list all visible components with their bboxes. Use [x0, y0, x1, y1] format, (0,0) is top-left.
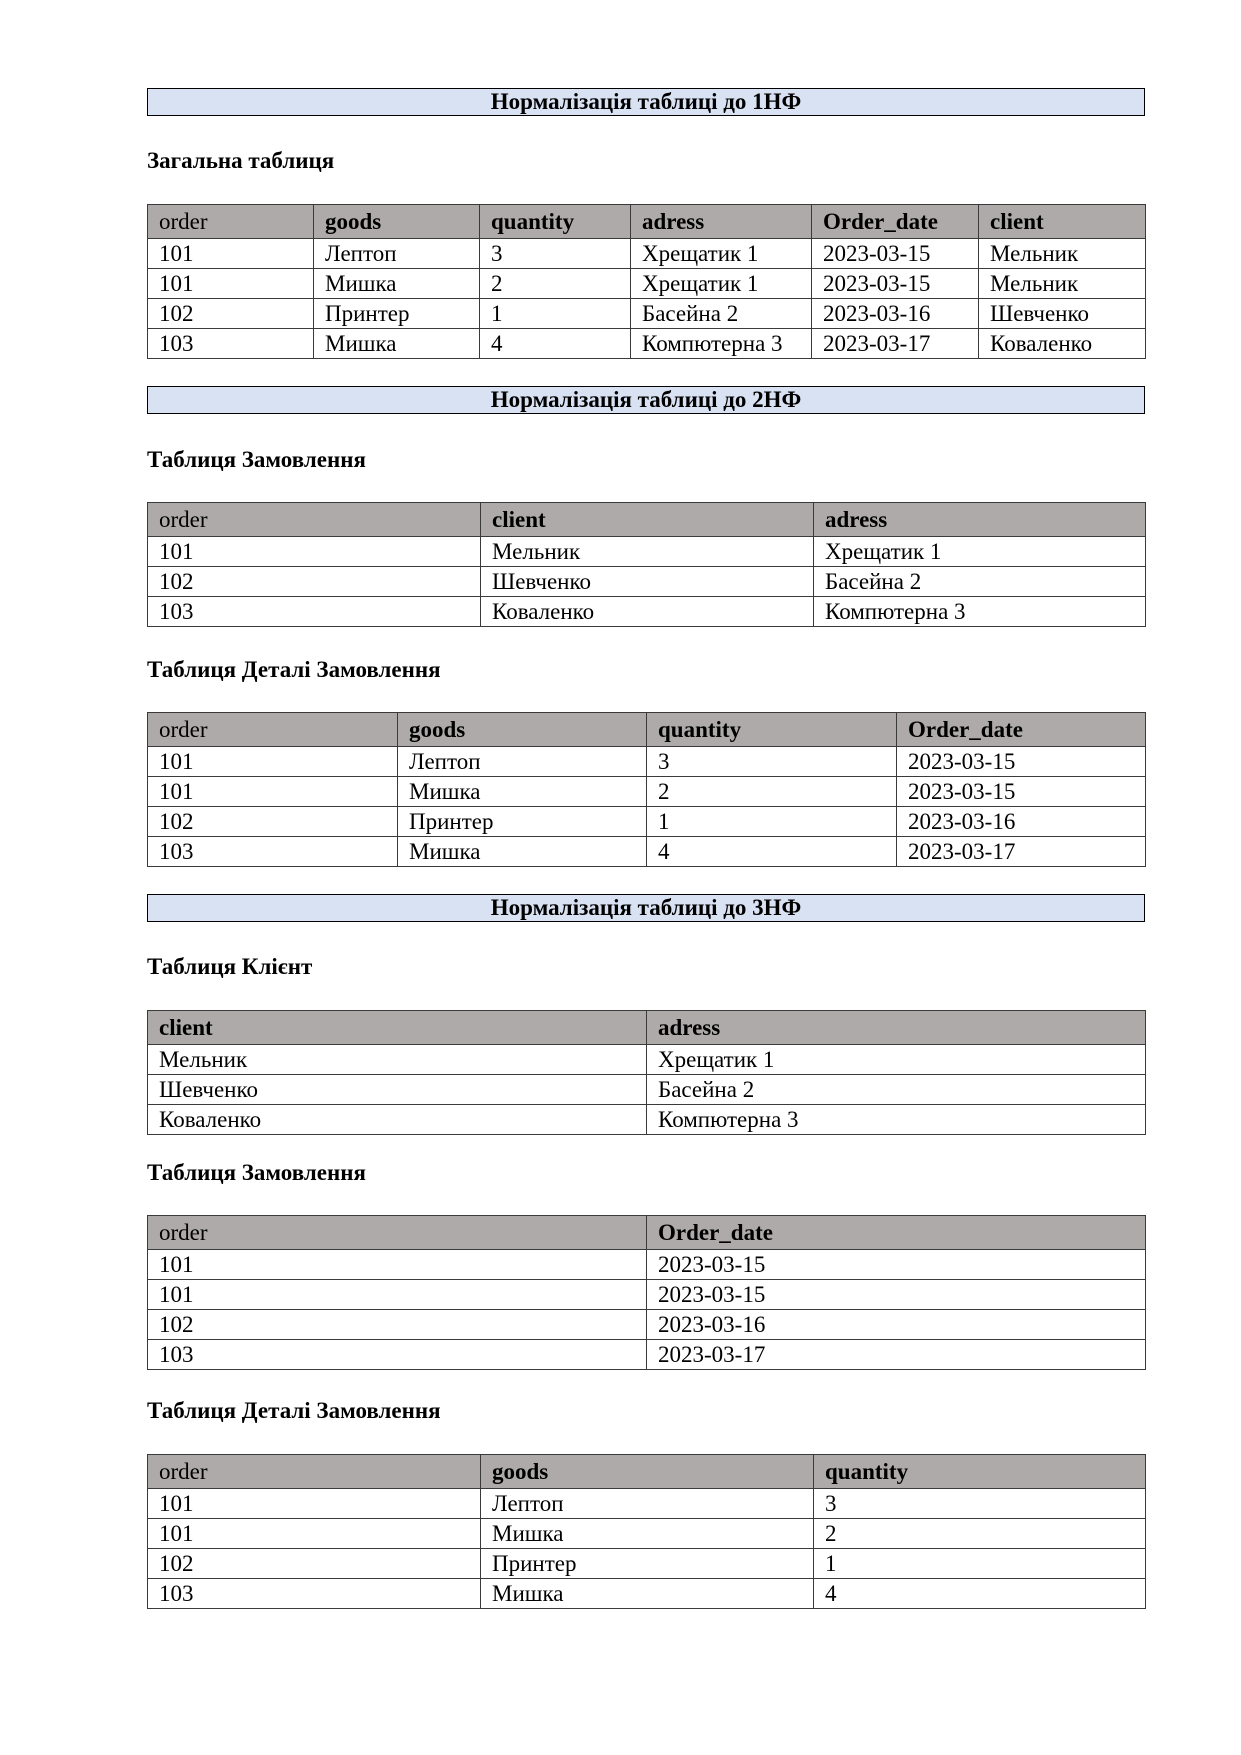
table-cell: 103 [148, 1579, 481, 1609]
column-header-order-date: Order_date [647, 1216, 1146, 1250]
table-cell: 2023-03-17 [647, 1340, 1146, 1370]
table-cell: 101 [148, 777, 398, 807]
table-cell: Лептоп [481, 1489, 814, 1519]
table-title-details-2nf: Таблиця Деталі Замовлення [147, 657, 441, 682]
table-cell: Мельник [979, 239, 1146, 269]
table-row [148, 597, 1146, 627]
table-cell: 101 [148, 269, 314, 299]
table-cell: 102 [148, 567, 481, 597]
table-cell: Коваленко [979, 329, 1146, 359]
table-cell: 2023-03-16 [897, 807, 1146, 837]
table-clients-3nf [147, 1010, 1146, 1135]
column-header-order: order [148, 1455, 481, 1489]
table-row [148, 1105, 1146, 1135]
table-cell: 2023-03-15 [897, 777, 1146, 807]
column-header-order: order [148, 503, 481, 537]
table-cell: Мельник [979, 269, 1146, 299]
table-cell: Шевченко [979, 299, 1146, 329]
table-cell: 2023-03-15 [897, 747, 1146, 777]
table-cell: 2 [647, 777, 897, 807]
table-cell: Компютерна 3 [631, 329, 812, 359]
column-header-order: order [148, 713, 398, 747]
table-cell: Коваленко [148, 1105, 647, 1135]
table-cell: Мишка [481, 1579, 814, 1609]
column-header-client: client [148, 1011, 647, 1045]
table-row [148, 1489, 1146, 1519]
section-banner-1nf: Нормалізація таблиці до 1НФ [147, 88, 1145, 116]
column-header-quantity: quantity [480, 205, 631, 239]
table-cell: 3 [480, 239, 631, 269]
table-cell: Лептоп [398, 747, 647, 777]
table-cell: 101 [148, 1250, 647, 1280]
column-header-order: order [148, 1216, 647, 1250]
table-cell: 101 [148, 1280, 647, 1310]
table-cell: 2023-03-17 [897, 837, 1146, 867]
table-cell: Принтер [398, 807, 647, 837]
table-orders-2nf [147, 502, 1146, 627]
table-cell: 101 [148, 239, 314, 269]
table-row [148, 1549, 1146, 1579]
table-row [148, 239, 1146, 269]
table-row [148, 1310, 1146, 1340]
table-cell: 2023-03-15 [647, 1280, 1146, 1310]
table-cell: 102 [148, 1549, 481, 1579]
table-cell: Басейна 2 [631, 299, 812, 329]
table-cell: 1 [814, 1549, 1146, 1579]
table-cell: Мельник [481, 537, 814, 567]
table-title-details-3nf: Таблиця Деталі Замовлення [147, 1398, 441, 1423]
table-row [148, 537, 1146, 567]
table-cell: 103 [148, 329, 314, 359]
column-header-goods: goods [481, 1455, 814, 1489]
table-cell: 1 [480, 299, 631, 329]
table-cell: 2023-03-15 [647, 1250, 1146, 1280]
column-header-goods: goods [398, 713, 647, 747]
table-details-2nf [147, 712, 1146, 867]
table-cell: Коваленко [481, 597, 814, 627]
table-cell: 1 [647, 807, 897, 837]
column-header-order: order [148, 205, 314, 239]
table-row [148, 1340, 1146, 1370]
table-cell: Компютерна 3 [647, 1105, 1146, 1135]
table-row [148, 299, 1146, 329]
table-title-orders-3nf: Таблиця Замовлення [147, 1160, 366, 1185]
table-cell: Басейна 2 [647, 1075, 1146, 1105]
table-cell: 2023-03-15 [812, 269, 979, 299]
table-cell: Мишка [398, 777, 647, 807]
table-cell: Мишка [481, 1519, 814, 1549]
column-header-quantity: quantity [814, 1455, 1146, 1489]
table-cell: Хрещатик 1 [814, 537, 1146, 567]
table-row [148, 777, 1146, 807]
table-row [148, 567, 1146, 597]
table-cell: Шевченко [481, 567, 814, 597]
table-cell: Хрещатик 1 [631, 269, 812, 299]
table-cell: 101 [148, 537, 481, 567]
table-row [148, 1045, 1146, 1075]
table-row [148, 269, 1146, 299]
table-cell: Лептоп [314, 239, 480, 269]
table-row [148, 1519, 1146, 1549]
table-cell: 4 [814, 1579, 1146, 1609]
table-row [148, 837, 1146, 867]
table-cell: Принтер [481, 1549, 814, 1579]
table-cell: Хрещатик 1 [647, 1045, 1146, 1075]
table-cell: Принтер [314, 299, 480, 329]
table-cell: 102 [148, 299, 314, 329]
table-details-3nf [147, 1454, 1146, 1609]
table-cell: 102 [148, 1310, 647, 1340]
table-cell: 2023-03-16 [647, 1310, 1146, 1340]
table-row [148, 747, 1146, 777]
table-general [147, 204, 1146, 359]
column-header-adress: adress [631, 205, 812, 239]
table-cell: 2 [480, 269, 631, 299]
table-cell: 2 [814, 1519, 1146, 1549]
table-cell: Мишка [314, 329, 480, 359]
section-banner-3nf: Нормалізація таблиці до 3НФ [147, 894, 1145, 922]
table-cell: 4 [480, 329, 631, 359]
table-title-clients-3nf: Таблиця Клієнт [147, 954, 313, 979]
table-cell: 101 [148, 747, 398, 777]
table-row [148, 807, 1146, 837]
table-cell: 3 [814, 1489, 1146, 1519]
table-row [148, 1280, 1146, 1310]
table-cell: Шевченко [148, 1075, 647, 1105]
table-row [148, 1075, 1146, 1105]
table-cell: 103 [148, 837, 398, 867]
column-header-goods: goods [314, 205, 480, 239]
table-row [148, 1579, 1146, 1609]
table-cell: 2023-03-17 [812, 329, 979, 359]
table-cell: 3 [647, 747, 897, 777]
table-cell: Компютерна 3 [814, 597, 1146, 627]
table-cell: Мельник [148, 1045, 647, 1075]
table-cell: 4 [647, 837, 897, 867]
column-header-client: client [481, 503, 814, 537]
table-cell: 103 [148, 1340, 647, 1370]
table-cell: Хрещатик 1 [631, 239, 812, 269]
column-header-order-date: Order_date [897, 713, 1146, 747]
table-title-orders-2nf: Таблиця Замовлення [147, 447, 366, 472]
table-row [148, 329, 1146, 359]
table-title-general: Загальна таблиця [147, 148, 335, 173]
column-header-quantity: quantity [647, 713, 897, 747]
section-banner-2nf: Нормалізація таблиці до 2НФ [147, 386, 1145, 414]
column-header-order-date: Order_date [812, 205, 979, 239]
table-cell: 102 [148, 807, 398, 837]
table-orders-3nf [147, 1215, 1146, 1370]
table-cell: 2023-03-16 [812, 299, 979, 329]
column-header-client: client [979, 205, 1146, 239]
table-cell: 103 [148, 597, 481, 627]
table-cell: 101 [148, 1489, 481, 1519]
table-row [148, 1250, 1146, 1280]
table-cell: 101 [148, 1519, 481, 1549]
column-header-adress: adress [647, 1011, 1146, 1045]
column-header-adress: adress [814, 503, 1146, 537]
table-cell: Басейна 2 [814, 567, 1146, 597]
table-cell: Мишка [398, 837, 647, 867]
table-cell: 2023-03-15 [812, 239, 979, 269]
table-cell: Мишка [314, 269, 480, 299]
